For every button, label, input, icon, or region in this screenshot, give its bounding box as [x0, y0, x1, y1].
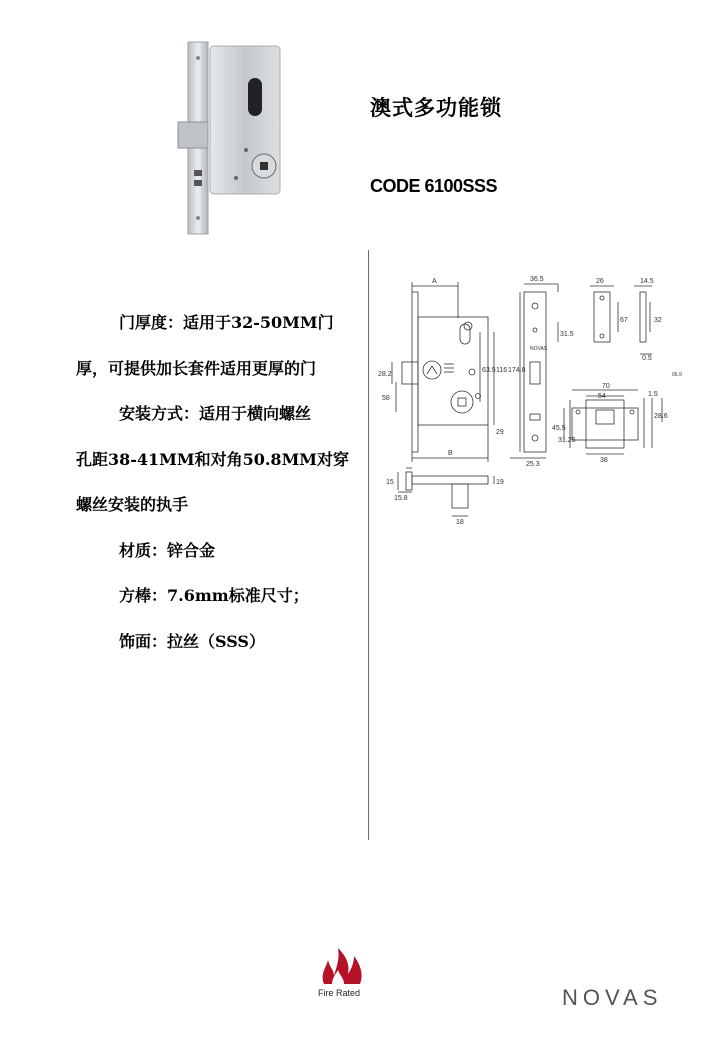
spec-line: 螺丝安装的执手: [76, 495, 189, 514]
dim-label: 28.6: [654, 413, 668, 420]
fire-rated-label: Fire Rated: [318, 988, 361, 998]
dim-label: 19: [496, 479, 504, 486]
dim-label: 174.8: [508, 367, 526, 374]
spec-line: 材质：锌合金: [119, 540, 216, 560]
mortice-lock-image: [176, 38, 286, 238]
dim-label: 31.25: [558, 437, 576, 444]
dim-label: 54: [598, 393, 606, 400]
spec-line: 门厚度：适用于32-50MM门: [119, 313, 334, 332]
spec-line: 孔距38-41MM和对角50.8MM对穿: [76, 449, 349, 469]
dim-label: 116: [496, 367, 508, 374]
dim-label: 32: [654, 317, 662, 324]
dim-label: 31.5: [560, 331, 574, 338]
dim-label: 36.5: [530, 276, 544, 283]
spec-line: 饰面：拉丝（SSS）: [119, 631, 265, 651]
dim-label: 14.5: [640, 278, 654, 285]
dim-label: 26: [596, 278, 604, 285]
dim-label: 18: [456, 519, 464, 526]
dim-label: 38: [600, 457, 608, 464]
dim-label: 67: [620, 317, 628, 324]
dim-label: 25.3: [526, 461, 540, 468]
dim-label: 15.8: [394, 495, 408, 502]
spec-line: 厚，可提供加长套件适用更厚的门: [76, 358, 317, 378]
flame-icon: [314, 942, 374, 992]
product-photo: [176, 38, 286, 238]
dim-label: 28.2: [378, 371, 392, 378]
dim-label: 29: [496, 429, 504, 436]
product-code: CODE 6100SSS: [370, 176, 498, 196]
small-brand-label: NOVAS: [530, 346, 548, 352]
spec-line: 安装方式：适用于横向螺丝: [119, 404, 312, 423]
dim-label: A: [432, 278, 437, 285]
technical-drawing: [372, 272, 692, 527]
product-title: 澳式多功能锁: [370, 95, 502, 120]
dim-label: 0.5: [642, 355, 652, 362]
spec-line: 方棒：7.6mm标准尺寸；: [119, 586, 309, 605]
dim-label: 1.5: [648, 391, 658, 398]
dim-label: 15: [386, 479, 394, 486]
vertical-divider: [368, 250, 369, 840]
dimension-drawing-svg: [372, 272, 692, 527]
spec-list: [76, 300, 366, 664]
dim-label: 45.5: [552, 425, 566, 432]
dim-label: B: [448, 450, 453, 457]
brand-logo-text: NOVAS: [562, 985, 663, 1010]
dim-label: 70: [602, 383, 610, 390]
dim-label: 58: [382, 395, 390, 402]
revision-label: 06.9: [672, 372, 682, 378]
dim-label: 63.5: [482, 367, 496, 374]
